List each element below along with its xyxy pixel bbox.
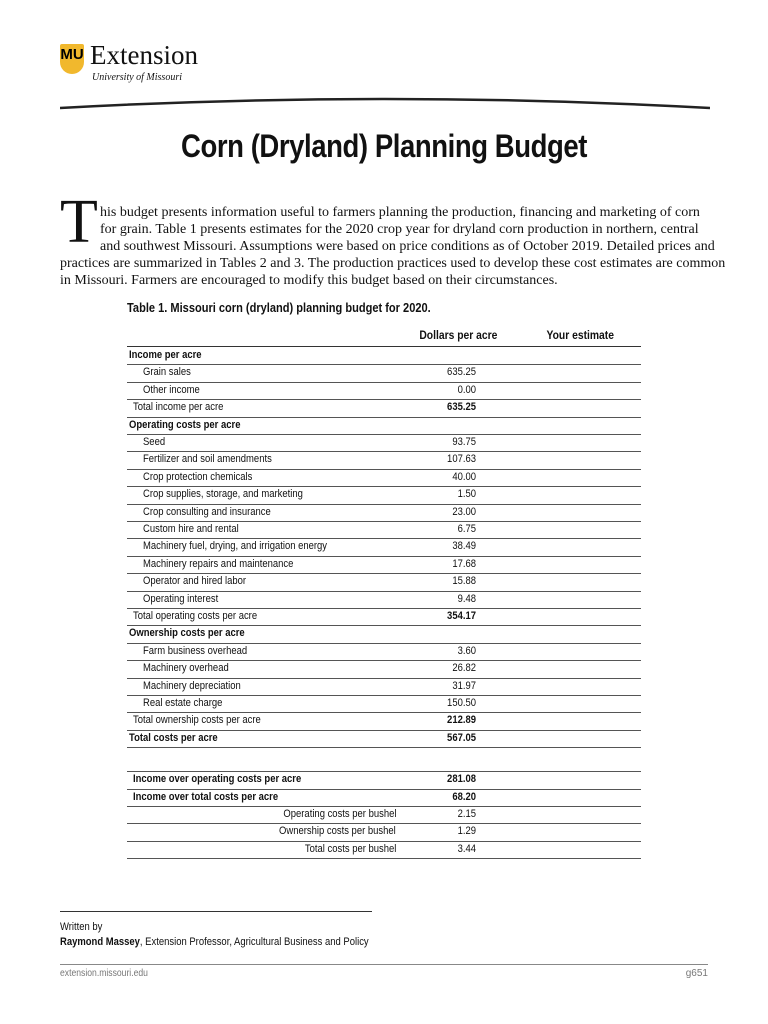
row-value: 635.25	[447, 401, 476, 414]
row-label: Total operating costs per acre	[133, 610, 258, 622]
row-label: Operating costs per bushel	[282, 808, 396, 820]
row-label: Total costs per acre	[129, 731, 218, 744]
row-label: Seed	[143, 436, 166, 448]
table-row	[127, 695, 641, 713]
row-value: 26.82	[452, 662, 476, 675]
table-row	[127, 434, 641, 452]
table-row	[127, 364, 641, 382]
table-row	[127, 399, 641, 417]
table-row	[127, 730, 641, 748]
row-label: Custom hire and rental	[143, 523, 239, 535]
author-title: , Extension Professor, Agricultural Business and Policy	[139, 936, 369, 948]
row-value: 2.15	[457, 808, 476, 820]
intro-line: his budget presents information useful to farmers planning the production, financing and marketing of corn	[100, 205, 700, 220]
table-row	[127, 382, 641, 400]
table-row	[127, 608, 641, 626]
table-row	[127, 521, 641, 539]
dropcap: T	[60, 188, 98, 256]
author-credit	[60, 936, 369, 948]
row-value: 9.48	[457, 592, 476, 605]
header-rule	[60, 88, 710, 112]
table-row	[127, 451, 641, 469]
row-label: Fertilizer and soil amendments	[143, 453, 272, 466]
table-row	[127, 678, 641, 696]
row-value: 68.20	[452, 790, 476, 803]
table-row	[127, 347, 641, 365]
row-label: Income over total costs per acre	[133, 790, 279, 803]
logo-letter-m: MU	[60, 46, 84, 63]
table-row	[127, 789, 641, 807]
row-value: 23.00	[452, 505, 476, 518]
row-value: 38.49	[452, 540, 476, 553]
table-row	[127, 806, 641, 824]
table-row	[127, 643, 641, 661]
row-value: 3.44	[457, 842, 476, 855]
university-name: University of Missouri	[92, 72, 182, 83]
row-value: 15.88	[452, 575, 476, 588]
table-row	[127, 538, 641, 556]
table-row	[127, 556, 641, 574]
footer-rule	[60, 964, 708, 965]
table-row	[127, 823, 641, 841]
row-value: 17.68	[452, 557, 476, 570]
intro-line: for grain. Table 1 presents estimates for the 2020 crop year for dryland corn production in northern, central	[100, 222, 699, 237]
row-label: Machinery repairs and maintenance	[143, 557, 294, 570]
row-label: Operating costs per acre	[129, 418, 241, 431]
row-label: Crop supplies, storage, and marketing	[143, 488, 303, 501]
row-label: Machinery overhead	[143, 662, 229, 675]
table-caption: Table 1. Missouri corn (dryland) planning budget for 2020.	[127, 300, 431, 315]
row-label: Total costs per bushel	[304, 842, 396, 855]
table-row	[127, 712, 641, 730]
row-value: 150.50	[447, 697, 476, 709]
row-value: 281.08	[447, 773, 476, 786]
row-label: Operator and hired labor	[143, 575, 247, 588]
column-header-estimate: Your estimate	[546, 328, 614, 342]
footer-site[interactable]: extension.missouri.edu	[60, 968, 148, 979]
row-value: 107.63	[447, 453, 476, 466]
row-value: 31.97	[452, 679, 476, 692]
intro-line: in Missouri. Farmers are encouraged to modify this budget based on their circumstances.	[60, 273, 558, 288]
table-row	[127, 504, 641, 522]
row-label: Income per acre	[129, 349, 202, 361]
intro-line: practices are summarized in Tables 2 and 3. The production practices used to develop these cost estimates are common	[60, 256, 726, 271]
footer-doc-id: g651	[685, 968, 708, 979]
row-value: 3.60	[457, 644, 476, 657]
row-value: 0.00	[457, 383, 476, 396]
mizzou-logo-icon	[60, 44, 84, 74]
row-value: 354.17	[447, 610, 476, 622]
row-value: 1.29	[457, 825, 476, 838]
table-row	[127, 573, 641, 591]
column-header-dollars: Dollars per acre	[419, 328, 498, 342]
row-label: Machinery depreciation	[143, 679, 241, 692]
org-name: Extension	[90, 40, 198, 70]
table-row	[127, 591, 641, 609]
intro-line: and southwest Missouri. Assumptions were based on price conditions as of October 2019. Detailed prices and	[100, 239, 715, 254]
row-value: 6.75	[457, 523, 476, 535]
row-label: Ownership costs per acre	[129, 627, 245, 640]
row-value: 212.89	[447, 714, 476, 727]
table-row	[127, 660, 641, 678]
row-label: Crop protection chemicals	[143, 470, 253, 483]
table-row	[127, 841, 641, 859]
row-label: Ownership costs per bushel	[279, 825, 396, 838]
row-label: Total income per acre	[133, 401, 224, 414]
row-value: 567.05	[447, 731, 476, 744]
table-row	[127, 469, 641, 487]
row-value: 40.00	[452, 470, 476, 483]
row-label: Operating interest	[143, 592, 219, 605]
row-label: Other income	[143, 383, 200, 396]
row-label: Income over operating costs per acre	[133, 773, 302, 786]
table-header-row	[127, 324, 641, 347]
row-value: 93.75	[452, 436, 476, 448]
row-value: 1.50	[457, 488, 476, 501]
table-row	[127, 771, 641, 789]
page-title: Corn (Dryland) Planning Budget	[180, 128, 588, 164]
row-value: 635.25	[447, 366, 476, 379]
row-label: Real estate charge	[143, 697, 223, 709]
table-row	[127, 625, 641, 643]
row-label: Machinery fuel, drying, and irrigation energy	[143, 540, 328, 553]
footnote-rule	[60, 911, 372, 912]
table-row	[127, 486, 641, 504]
author-name: Raymond Massey	[60, 936, 140, 948]
table-row	[127, 747, 641, 772]
row-label: Total ownership costs per acre	[133, 714, 261, 727]
row-label: Crop consulting and insurance	[143, 505, 271, 518]
table-row	[127, 417, 641, 435]
row-label: Farm business overhead	[143, 644, 248, 657]
row-label: Grain sales	[143, 366, 191, 379]
written-by-label: Written by	[60, 921, 103, 933]
